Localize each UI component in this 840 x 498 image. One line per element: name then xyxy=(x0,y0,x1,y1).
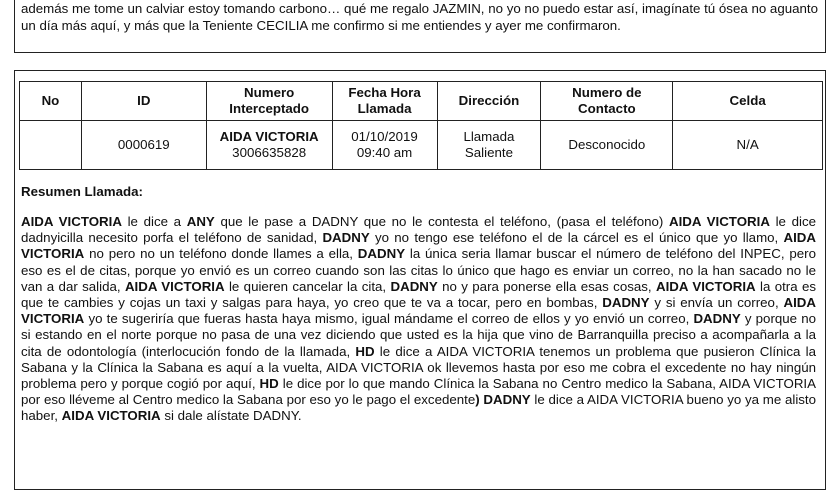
intercepted-name: AIDA VICTORIA xyxy=(219,129,319,144)
speaker-name: AIDA VICTORIA xyxy=(21,214,122,229)
speaker-name: DADNY xyxy=(693,311,741,327)
summary-segment: y si envía un correo, xyxy=(649,295,784,311)
header-id: ID xyxy=(81,82,206,121)
cell-intercepted xyxy=(206,121,332,170)
summary-segment: le dice a xyxy=(121,214,187,229)
speaker-name: AIDA VICTORIA xyxy=(655,278,756,294)
speaker-name: ) DADNY xyxy=(475,392,531,408)
header-date-time: Fecha Hora Llamada xyxy=(332,82,437,121)
intercepted-number: 3006635828 xyxy=(232,145,307,160)
speaker-name: DADNY xyxy=(390,278,438,294)
speaker-name: AIDA VICTORIA xyxy=(21,295,816,327)
summary-segment: no pero no un teléfono donde llames a ella, xyxy=(84,246,358,262)
cell-direction: Llamada Saliente xyxy=(437,121,541,170)
speaker-name: HD xyxy=(259,376,279,392)
summary-title: Resumen Llamada: xyxy=(21,184,143,199)
table-header-row xyxy=(20,82,823,121)
previous-summary-block xyxy=(14,0,826,53)
summary-text xyxy=(21,214,816,425)
speaker-name: AIDA VICTORIA xyxy=(124,278,225,294)
summary-segment: yo no tengo ese teléfono el de la cárcel es el único que yo llamo, xyxy=(369,230,784,246)
speaker-name: ANY xyxy=(186,214,215,229)
summary-segment: que le pase a DADNY que no le contesta el teléfono, (pasa el teléfono) xyxy=(214,214,669,229)
cell-id: 0000619 xyxy=(81,121,206,170)
cell-date-time xyxy=(332,121,437,170)
speaker-name: AIDA VICTORIA xyxy=(61,408,161,424)
summary-segment: le dice por lo que mando Clínica la Sabana no Centro medico la Sabana, AIDA VICTORIA por eso lléveme al Centro medico la Sabana por eso yo le pago el excedente xyxy=(21,376,816,408)
summary-segment: le quieren cancelar la cita, xyxy=(224,278,391,294)
header-cell: Celda xyxy=(673,82,823,121)
speaker-name: DADNY xyxy=(602,295,650,311)
header-direction: Dirección xyxy=(437,82,541,121)
summary-segment: yo te sugeriría que fueras hasta haya mismo, igual mándame el correo de ellos y yo envió un correo, xyxy=(84,311,694,327)
speaker-name: HD xyxy=(355,343,375,359)
speaker-name: AIDA VICTORIA xyxy=(21,230,817,262)
call-summary xyxy=(15,178,824,498)
call-record-block xyxy=(14,70,826,490)
summary-segment: le dice a AIDA VICTORIA tenemos un problema que pusieron Clínica la Sabana y la Clínica la Sabana es aquí a la vuelta, AIDA VICTORIA ok llevemos hasta por eso me cobra el excedente no hay ningún problema pero y porque cogió por aquí, xyxy=(21,343,816,392)
table-row xyxy=(20,121,823,170)
previous-summary-text: además me tome un calviar estoy tomando carbono… qué me regalo JAZMIN, no yo no puedo estar así, imagínate tú ósea no aguanto un día más aquí, y más que la Teniente CECILIA me confirmo si me entiendes y ayer me confirmaron. xyxy=(21,1,818,33)
speaker-name: AIDA VICTORIA xyxy=(668,214,770,229)
cell-celda: N/A xyxy=(673,121,823,170)
cell-contact: Desconocido xyxy=(541,121,673,170)
call-record-table xyxy=(19,81,823,170)
summary-segment: no y para ponerse ella esas cosas, xyxy=(437,278,656,294)
header-intercepted-number: Numero Interceptado xyxy=(206,82,332,121)
summary-segment: la única seria llamar buscar el número de teléfono del INPEC, pero eso es el de citas, porque yo envió es un correo cuando son las citas lo único que hago es enviar un correo, no la han sacado no le van a dar salida, xyxy=(21,246,816,294)
header-contact-number: Numero de Contacto xyxy=(541,82,673,121)
summary-segment: la otra es que te cambies y cojas un taxi y salgas para haya, yo creo que te va a tocar, pero en bombas, xyxy=(21,278,817,311)
speaker-name: DADNY xyxy=(322,230,370,246)
header-no: No xyxy=(20,82,82,121)
summary-segment: si dale alístate DADNY. xyxy=(160,408,302,424)
summary-segment: y porque no si estando en el norte porque no pasa de una vez diciendo que usted es la hija que vino de Barranquilla preciso a acompañarla a la cita de odontología (interlocución fondo de la llamada, xyxy=(21,311,816,359)
speaker-name: DADNY xyxy=(357,246,406,262)
summary-segment: le dice a AIDA VICTORIA bueno yo ya me alisto haber, xyxy=(21,392,817,424)
cell-no xyxy=(20,121,82,170)
call-date: 01/10/2019 xyxy=(351,129,418,144)
summary-segment: le dice dadnyicilla necesito porfa el teléfono de sanidad, xyxy=(21,214,816,246)
call-time: 09:40 am xyxy=(356,145,413,160)
